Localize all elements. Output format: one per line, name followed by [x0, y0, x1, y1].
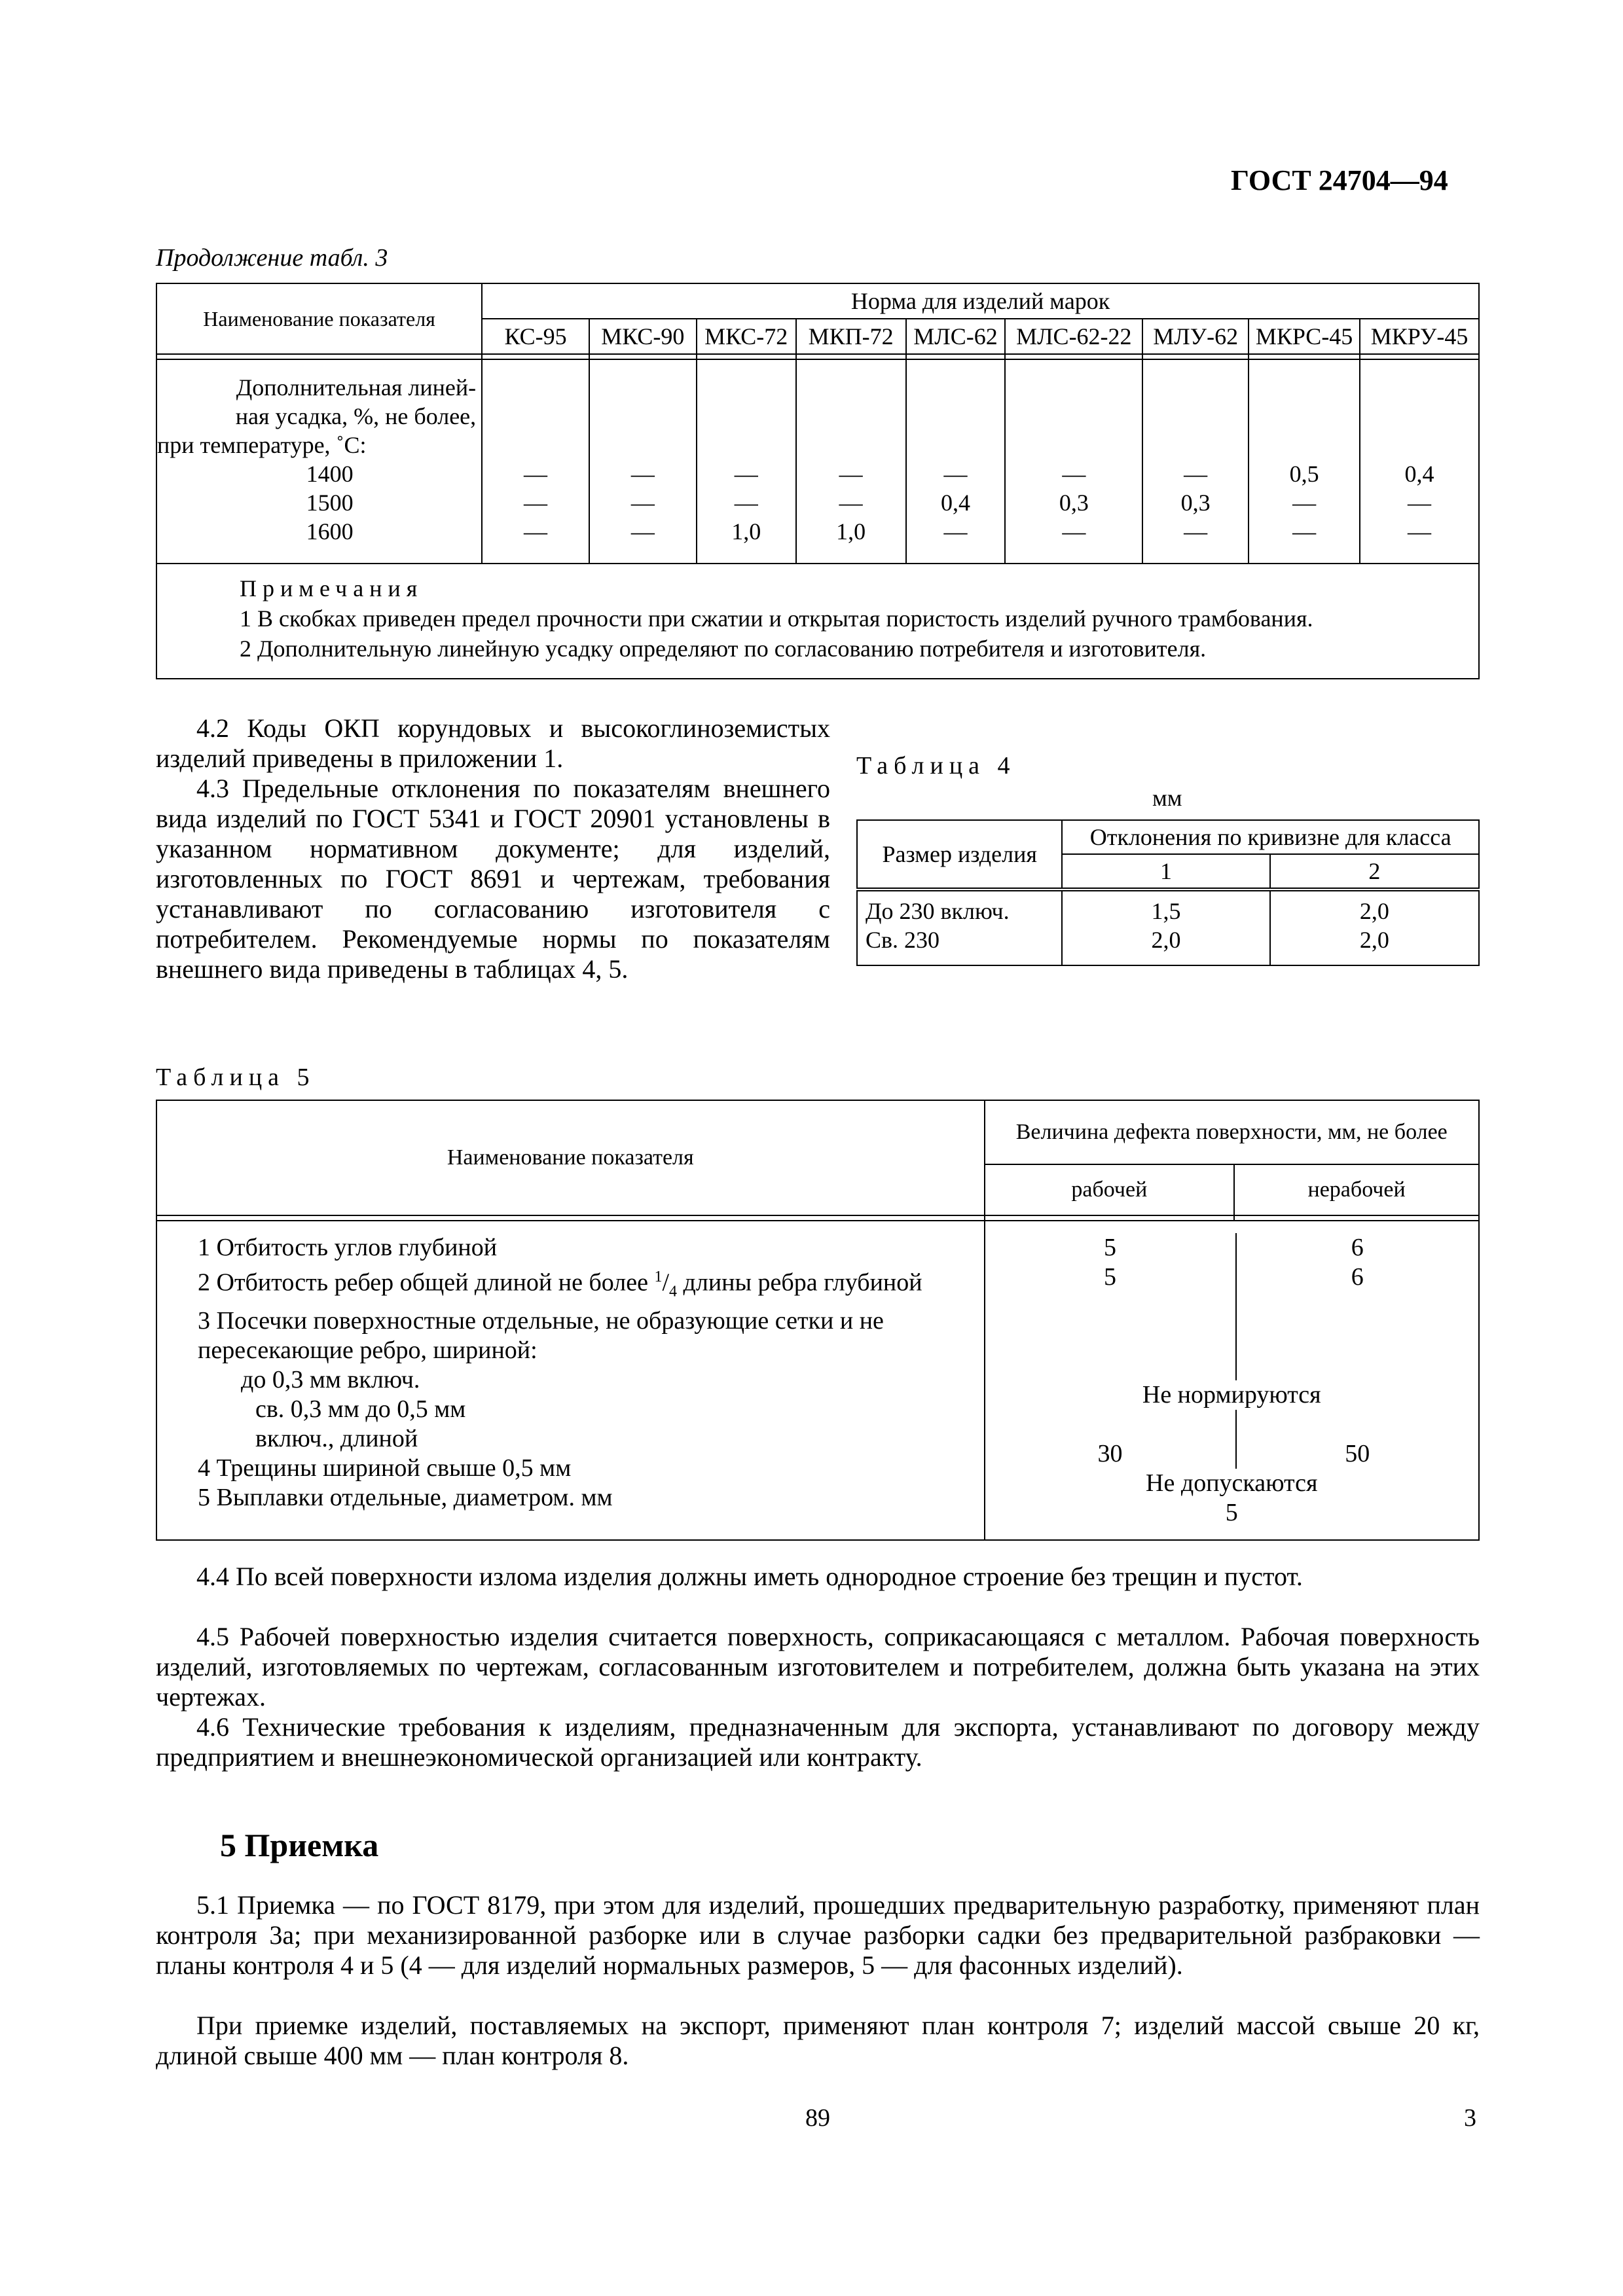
- paragraph-4-4: 4.4 По всей поверхности излома изделия должны иметь однородное строение без трещин и пустот.: [196, 1562, 1303, 1591]
- brand-header: МКРС-45: [1249, 319, 1360, 354]
- value-cell: — 0,3 —: [1005, 359, 1142, 564]
- document-number: ГОСТ 24704—94: [1231, 164, 1448, 196]
- value-cell: — 0,3 —: [1142, 359, 1249, 564]
- brand-header: МКП-72: [796, 319, 906, 354]
- col-header-name: Наименование показателя: [156, 1100, 985, 1215]
- col-header-defect: Величина дефекта поверхности, мм, не более: [985, 1100, 1479, 1164]
- page-number-right: 3: [1464, 2104, 1476, 2132]
- table-5: [156, 1100, 1480, 1541]
- page-number-center: 89: [805, 2104, 830, 2132]
- class1-cell: 1,5 2,0: [1062, 889, 1269, 965]
- values-cell: 5 5 6 6 Не нормируются 30 50 Не допускаются 5: [985, 1221, 1479, 1540]
- paragraph-4-5: 4.5 Рабочей поверхностью изделия считается поверхность, соприкасающаяся с металлом. Рабочая поверхность изделий, изготовляемых по чертежам, согласованным изготовителем и потребителем, должна быть указана на этих чертежах.: [156, 1622, 1480, 1712]
- brand-header: КС-95: [482, 319, 589, 354]
- paragraph-5-1: 5.1 Приемка — по ГОСТ 8179, при этом для изделий, прошедших предварительную разработку, применяют план контроля 3а; при механизированной разборке или в случае разборки садки без предварительной разбраковки — планы контроля 4 и 5 (4 — для изделий нормальных размеров, 5 — для фасонных изделий).: [156, 1890, 1480, 1980]
- col-header-group: Норма для изделий марок: [482, 283, 1479, 319]
- class-header: 2: [1270, 854, 1479, 889]
- table-notes: [156, 564, 1479, 679]
- section-5-heading: 5 Приемка: [220, 1827, 379, 1863]
- col-header-work: рабочей: [985, 1164, 1235, 1215]
- value-cell: 0,5 — —: [1249, 359, 1360, 564]
- paragraph-4-3: 4.3 Предельные отклонения по показателям внешнего вида изделий по ГОСТ 5341 и ГОСТ 20901 установлены в указанном нормативном документе; для изделий, изготовленных по ГОСТ 8691 и чертежам, требования устанавливают по согласованию изготовителя с потребителем. Рекомендуемые нормы по показателям внешнего вида приведены в таблицах 4, 5.: [156, 774, 830, 984]
- table-5-caption: Таблица 5: [156, 1064, 316, 1091]
- indicator-cell: 1 Отбитость углов глубиной 2 Отбитость ребер общей длиной не более $^1/_4$ длины ребра глубиной 3 Посечки поверхностные отдельные, не образующие сетки и не пересекающие ребро, шириной: до 0,3 мм включ. св. 0,3 мм до 0,5 мм включ., длиной 4 Трещины шириной свыше 0,5 мм 5 Выплавки отдельные, диаметром. мм: [156, 1221, 985, 1540]
- brand-header: МКРУ-45: [1360, 319, 1479, 354]
- row-name: Дополнительная линей- ная усадка, %, не более, при температуре, ˚С: 1400 1500 1600: [156, 359, 482, 564]
- table-4-caption: Таблица 4: [856, 752, 1016, 780]
- table-4: [856, 819, 1480, 966]
- brand-header: МКС-72: [697, 319, 796, 354]
- size-cell: До 230 включ. Св. 230: [857, 889, 1062, 965]
- value-cell: — — —: [482, 359, 589, 564]
- brand-header: МКС-90: [589, 319, 697, 354]
- table-3: [156, 283, 1480, 679]
- paragraph-4-2: 4.2 Коды ОКП корундовых и высокоглиноземистых изделий приведены в приложении 1.: [156, 713, 830, 773]
- note-1: 1 В скобках приведен предел прочности при сжатии и открытая пористость изделий ручного трамбования.: [240, 605, 1313, 632]
- table-4-unit: мм: [1152, 785, 1182, 811]
- col-header-size: Размер изделия: [857, 820, 1062, 889]
- value-cell: — — —: [589, 359, 697, 564]
- value-cell: — 0,4 —: [906, 359, 1006, 564]
- class-header: 1: [1062, 854, 1269, 889]
- brand-header: МЛУ-62: [1142, 319, 1249, 354]
- class2-cell: 2,0 2,0: [1270, 889, 1479, 965]
- col-header-deviation: Отклонения по кривизне для класса: [1062, 820, 1479, 854]
- value-cell: — — 1,0: [697, 359, 796, 564]
- col-header-nonwork: нерабочей: [1234, 1164, 1479, 1215]
- brand-header: МЛС-62-22: [1005, 319, 1142, 354]
- brand-header: МЛС-62: [906, 319, 1006, 354]
- value-cell: 0,4 — —: [1360, 359, 1479, 564]
- paragraph-4-6: 4.6 Технические требования к изделиям, предназначенным для экспорта, устанавливают по договору между предприятием и внешнеэкономической организацией или контракту.: [156, 1712, 1480, 1772]
- table-continuation-label: Продолжение табл. 3: [156, 244, 388, 272]
- notes-title: Примечания: [240, 575, 424, 601]
- value-cell: — — 1,0: [796, 359, 906, 564]
- note-2: 2 Дополнительную линейную усадку определяют по согласованию потребителя и изготовителя.: [240, 636, 1207, 662]
- paragraph-5-1-export: При приемке изделий, поставляемых на экспорт, применяют план контроля 7; изделий массой свыше 20 кг, длиной свыше 400 мм — план контроля 8.: [156, 2011, 1480, 2070]
- col-header-name: Наименование показателя: [156, 283, 482, 354]
